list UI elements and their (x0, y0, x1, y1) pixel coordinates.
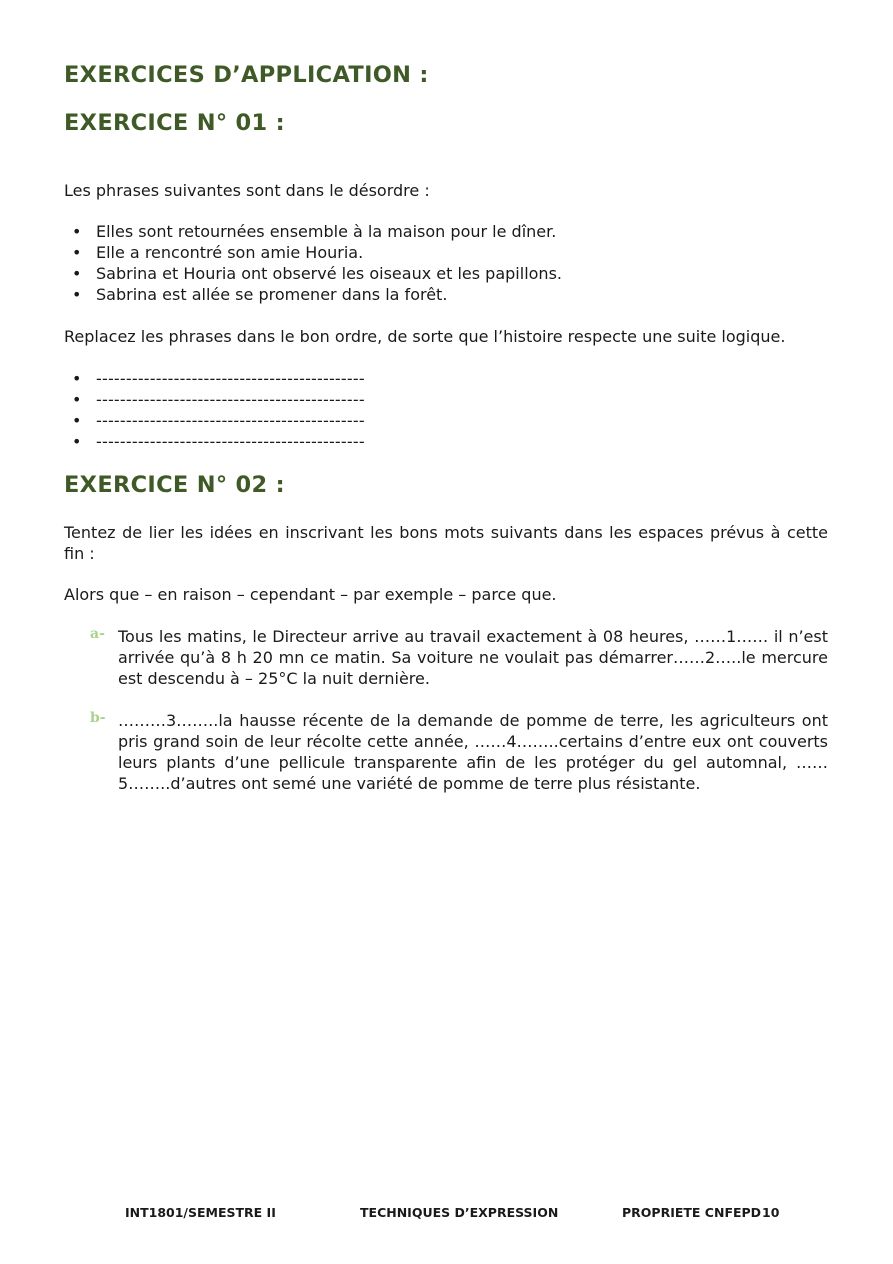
footer-page-number: 10 (762, 1205, 780, 1220)
list-item: • Elles sont retournées ensemble à la maison pour le dîner. (64, 221, 828, 242)
item-marker: a- (90, 626, 105, 642)
exercise-1-heading: EXERCICE N° 01 : (64, 110, 285, 136)
list-item: • Sabrina et Houria ont observé les oiseaux et les papillons. (64, 263, 828, 284)
exercise-2-word-list: Alors que – en raison – cependant – par exemple – parce que. (64, 585, 557, 604)
footer-owner: PROPRIETE CNFEPD (622, 1205, 762, 1220)
exercise-2-item-a (90, 626, 828, 689)
footer-subject: TECHNIQUES D’EXPRESSION (360, 1205, 559, 1220)
answer-blank: • --------------------------------------------- (64, 389, 828, 410)
footer-course: INT1801/SEMESTRE II (125, 1205, 276, 1220)
item-text: ………3……..la hausse récente de la demande de pomme de terre, les agriculteurs ont pris grand soin de leur récolte cette année, ……4……..certains d’entre eux ont couverts leurs plants d’une pellicule transparente afin de les protéger du gel automnal, ……5……..d’autres ont semé une variété de pomme de terre plus résistante. (118, 711, 828, 793)
item-text: Tous les matins, le Directeur arrive au travail exactement à 08 heures, ……1…… il n’est arrivée qu’à 8 h 20 mn ce matin. Sa voiture ne voulait pas démarrer……2…..le mercure est descendu à – 25°C la nuit dernière. (118, 627, 828, 688)
answer-blank: • --------------------------------------------- (64, 431, 828, 452)
exercise-1-sentence-list (64, 221, 828, 305)
exercise-2-item-b (90, 710, 828, 794)
item-marker: b- (90, 710, 106, 726)
list-item: • Sabrina est allée se promener dans la forêt. (64, 284, 828, 305)
page-title: EXERCICES D’APPLICATION : (64, 62, 429, 88)
answer-blank: • --------------------------------------------- (64, 410, 828, 431)
answer-blank: • --------------------------------------------- (64, 368, 828, 389)
list-item: • Elle a rencontré son amie Houria. (64, 242, 828, 263)
exercise-1-intro: Les phrases suivantes sont dans le désordre : (64, 181, 430, 200)
exercise-2-instruction: Tentez de lier les idées en inscrivant les bons mots suivants dans les espaces prévus à cette fin : (64, 523, 828, 563)
exercise-1-instruction: Replacez les phrases dans le bon ordre, de sorte que l’histoire respecte une suite logique. (64, 327, 786, 346)
exercise-1-answer-blanks (64, 368, 828, 452)
exercise-2-heading: EXERCICE N° 02 : (64, 472, 285, 498)
